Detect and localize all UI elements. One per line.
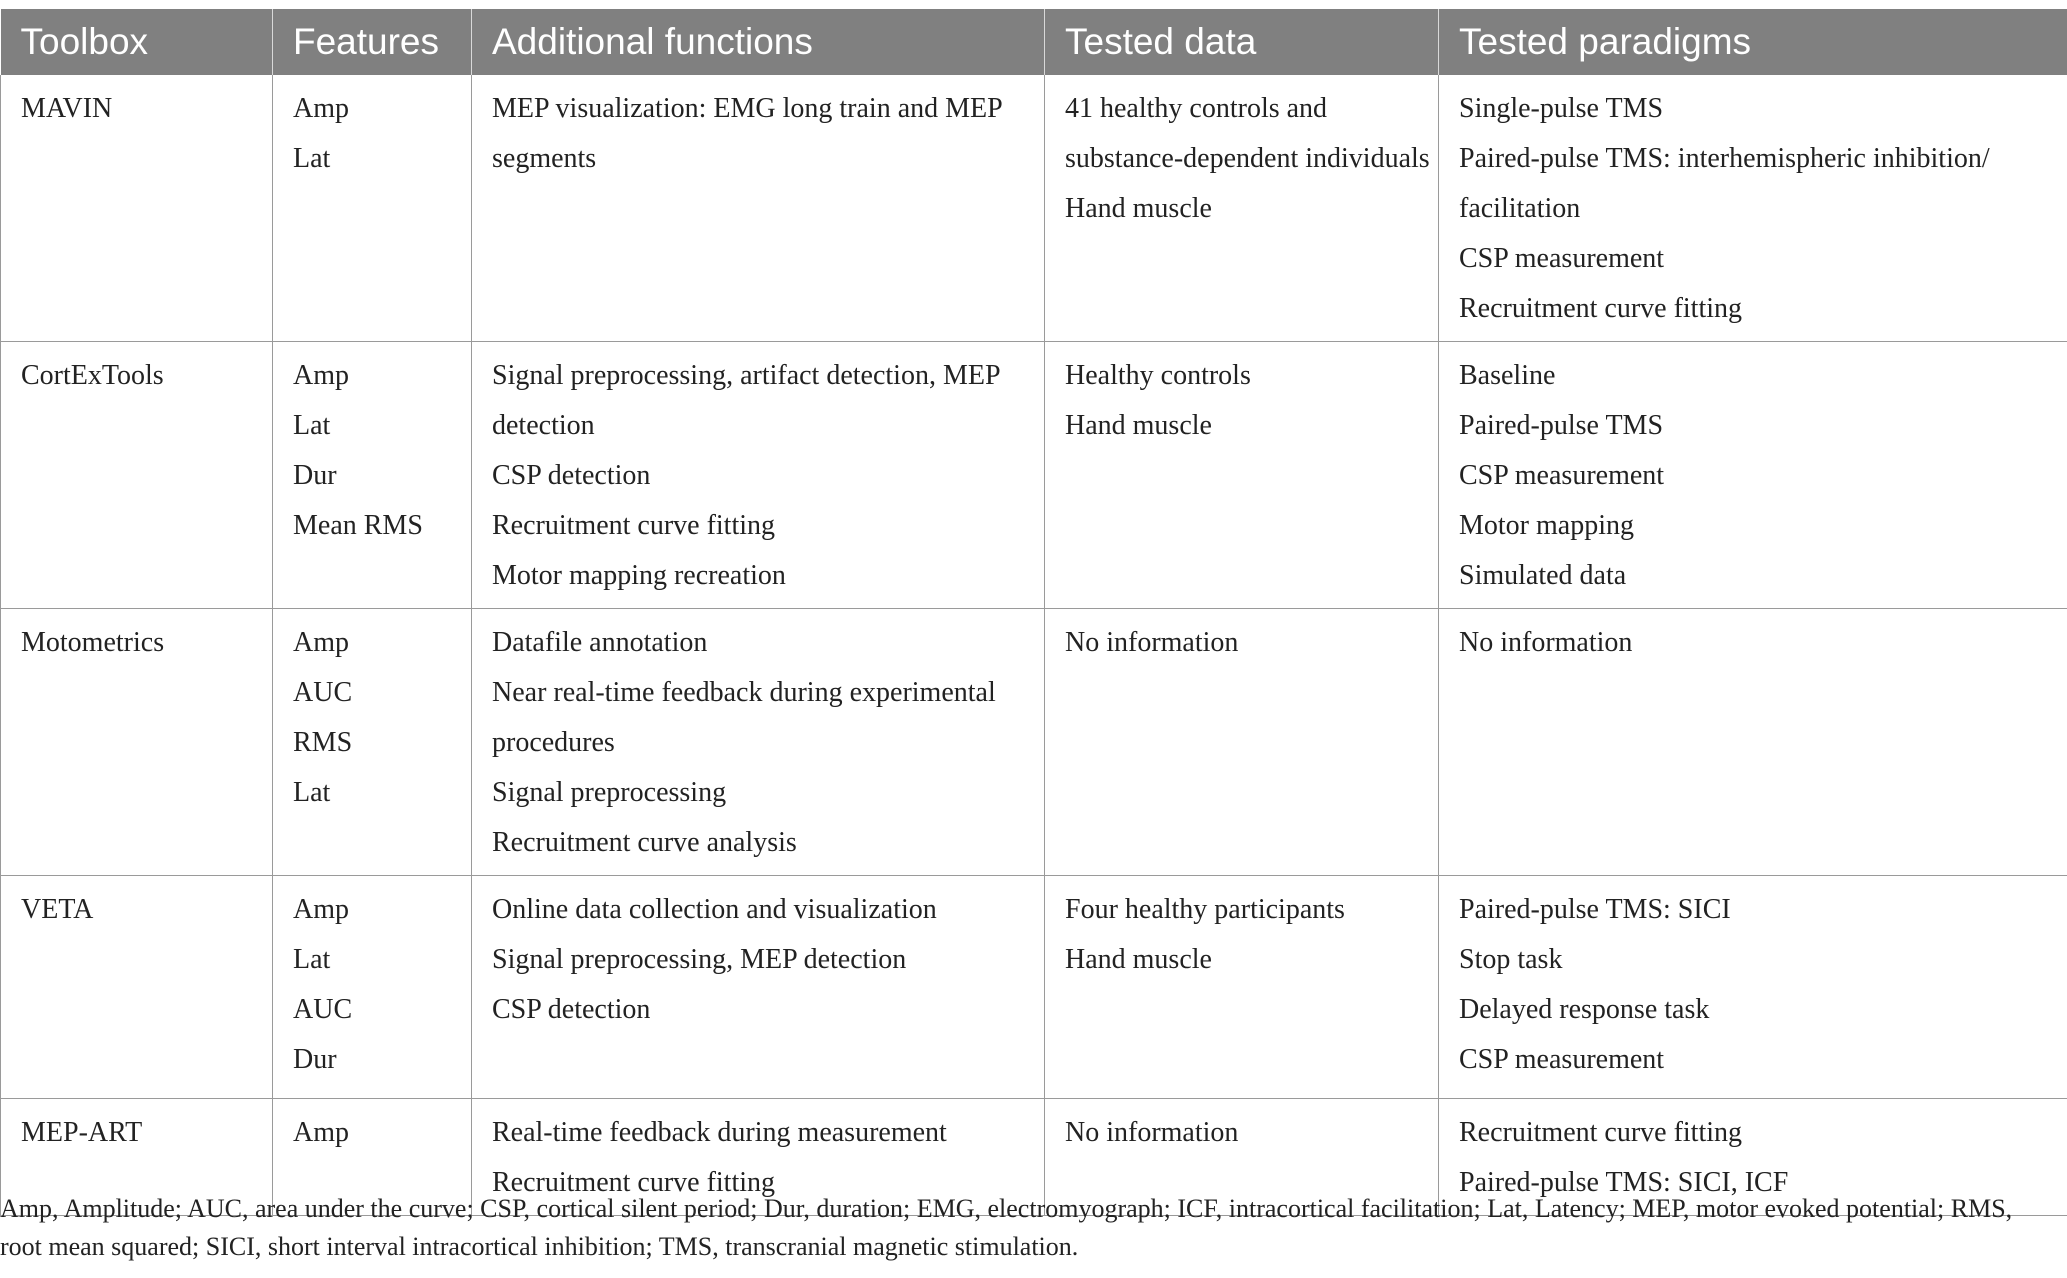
tested-data-item: No information: [1065, 1117, 1239, 1148]
function-item: Recruitment curve analysis: [492, 827, 797, 858]
paradigm-item: Stop task: [1459, 944, 1563, 975]
function-item: Signal preprocessing: [492, 777, 727, 808]
toolbox-cell: [1, 876, 273, 1099]
column-header-toolbox: Toolbox: [1, 9, 273, 75]
feature-item: Mean RMS: [293, 510, 423, 541]
paradigm-item: CSP measurement: [1459, 243, 1665, 274]
tested-data-cell: [1045, 342, 1439, 609]
toolbox-comparison-table: [0, 9, 2067, 1216]
feature-item: Lat: [293, 777, 331, 808]
function-item: Real-time feedback during measurement: [492, 1117, 947, 1148]
tested-paradigms-cell: [1439, 342, 2067, 609]
table-footnote: Amp, Amplitude; AUC, area under the curve; CSP, cortical silent period; Dur, duration; EMG, electromyograph; ICF, intracortical facilitation; Lat, Latency; MEP, motor evoked potential; RMS, root mean squared; SICI, short interval intracortical inhibition; TMS, transcranial magnetic stimulation.: [0, 1194, 2013, 1261]
paradigm-item: CSP measurement: [1459, 460, 1665, 491]
feature-item: Dur: [293, 1044, 337, 1075]
table-body: [1, 75, 2067, 1216]
toolbox-name: MAVIN: [21, 93, 113, 124]
paradigm-item: Paired-pulse TMS: SICI: [1459, 894, 1731, 925]
toolbox-name: MEP-ART: [21, 1117, 143, 1148]
feature-item: Dur: [293, 460, 337, 491]
paradigm-item: Paired-pulse TMS: [1459, 410, 1664, 441]
paradigm-item: No information: [1459, 627, 1633, 658]
feature-item: Amp: [293, 894, 349, 925]
tested-data-item: Hand muscle: [1065, 410, 1212, 441]
column-header-tested-data: Tested data: [1045, 9, 1439, 75]
features-cell: [273, 342, 472, 609]
paradigm-item: Paired-pulse TMS: interhemispheric inhibition/ facilitation: [1459, 143, 1990, 224]
toolbox-cell: [1, 609, 273, 876]
table-header: [1, 9, 2067, 75]
function-item: Online data collection and visualization: [492, 894, 937, 925]
paradigm-item: Simulated data: [1459, 560, 1627, 591]
tested-paradigms-cell: [1439, 609, 2067, 876]
tested-data-item: No information: [1065, 627, 1239, 658]
function-item: Datafile annotation: [492, 627, 708, 658]
toolbox-name: VETA: [21, 894, 94, 925]
paradigm-item: CSP measurement: [1459, 1044, 1665, 1075]
function-item: CSP detection: [492, 460, 651, 491]
function-item: Signal preprocessing, MEP detection: [492, 944, 907, 975]
tested-paradigms-cell: [1439, 876, 2067, 1099]
features-cell: [273, 876, 472, 1099]
toolbox-name: Motometrics: [21, 627, 165, 658]
function-item: Recruitment curve fitting: [492, 1167, 776, 1198]
toolbox-name: CortExTools: [21, 360, 164, 391]
function-item: Near real-time feedback during experimental procedures: [492, 677, 996, 758]
column-header-features: Features: [273, 9, 472, 75]
additional-functions-cell: [472, 876, 1045, 1099]
additional-functions-cell: [472, 75, 1045, 342]
function-item: Motor mapping recreation: [492, 560, 786, 591]
function-item: Recruitment curve fitting: [492, 510, 776, 541]
additional-functions-cell: [472, 342, 1045, 609]
feature-item: Lat: [293, 143, 331, 174]
additional-functions-cell: [472, 609, 1045, 876]
feature-item: AUC: [293, 994, 353, 1025]
paradigm-item: Recruitment curve fitting: [1459, 293, 1743, 324]
feature-item: RMS: [293, 727, 353, 758]
tested-data-cell: [1045, 876, 1439, 1099]
feature-item: Lat: [293, 944, 331, 975]
feature-item: Amp: [293, 360, 349, 391]
tested-data-cell: [1045, 609, 1439, 876]
feature-item: Amp: [293, 93, 349, 124]
features-cell: [273, 75, 472, 342]
paradigm-item: Recruitment curve fitting: [1459, 1117, 1743, 1148]
function-item: CSP detection: [492, 994, 651, 1025]
tested-data-item: Hand muscle: [1065, 944, 1212, 975]
function-item: MEP visualization: EMG long train and MEP segments: [492, 93, 1002, 174]
table-row: [1, 75, 2067, 342]
tested-data-cell: [1045, 75, 1439, 342]
tested-data-item: Four healthy participants: [1065, 894, 1345, 925]
toolbox-cell: [1, 75, 273, 342]
header-row: [1, 9, 2067, 75]
tested-data-item: Hand muscle: [1065, 193, 1212, 224]
feature-item: AUC: [293, 677, 353, 708]
table-row: [1, 342, 2067, 609]
tested-paradigms-cell: [1439, 75, 2067, 342]
column-header-additional-functions: Additional functions: [472, 9, 1045, 75]
table-row: [1, 609, 2067, 876]
table-row: [1, 876, 2067, 1099]
function-item: Signal preprocessing, artifact detection, MEP detection: [492, 360, 1000, 441]
toolbox-cell: [1, 342, 273, 609]
features-cell: [273, 609, 472, 876]
tested-data-item: 41 healthy controls and substance-dependent individuals: [1065, 93, 1430, 174]
feature-item: Amp: [293, 627, 349, 658]
paradigm-item: Delayed response task: [1459, 994, 1710, 1025]
paradigm-item: Paired-pulse TMS: SICI, ICF: [1459, 1167, 1789, 1198]
toolbox-table-container: [0, 9, 2067, 1216]
feature-item: Lat: [293, 410, 331, 441]
paradigm-item: Single-pulse TMS: [1459, 93, 1664, 124]
tested-data-item: Healthy controls: [1065, 360, 1251, 391]
feature-item: Amp: [293, 1117, 349, 1148]
paradigm-item: Motor mapping: [1459, 510, 1634, 541]
paradigm-item: Baseline: [1459, 360, 1556, 391]
column-header-tested-paradigms: Tested paradigms: [1439, 9, 2067, 75]
